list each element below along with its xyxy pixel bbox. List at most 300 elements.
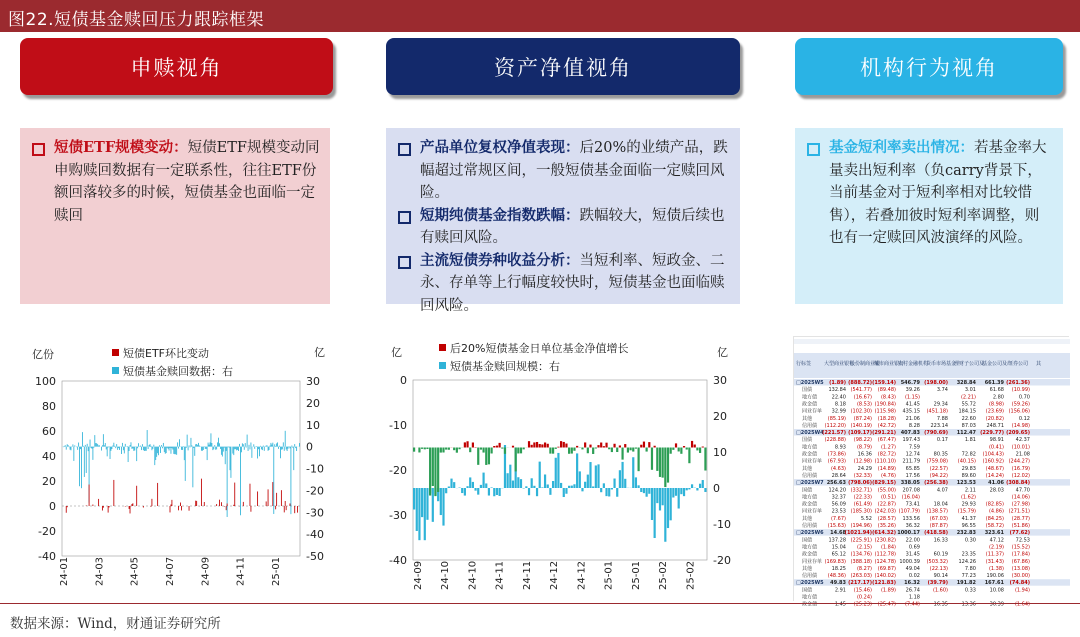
red-bar [552, 448, 554, 454]
blue-bar [88, 447, 89, 452]
table-row-label: 国债 [802, 387, 813, 394]
table-cell: (1.84) [880, 544, 896, 551]
table-cell: (42.72) [877, 422, 896, 429]
red-bar [453, 448, 455, 451]
red-bar [627, 448, 629, 453]
blue-bar [166, 447, 167, 453]
red-bar [651, 448, 653, 470]
red-bar [536, 442, 538, 448]
blue-bar [119, 447, 120, 450]
table-cell: (58.72) [985, 523, 1004, 529]
blue-bar [95, 443, 96, 447]
table-cell: 223.14 [930, 422, 948, 429]
blue-bar [691, 484, 693, 488]
blue-bar [185, 447, 186, 481]
table-row-label: 政金债 [802, 551, 818, 558]
red-bar [250, 506, 251, 512]
red-bar [584, 442, 586, 447]
title-bar [0, 0, 1080, 32]
red-bar [702, 447, 704, 448]
blue-bar [132, 447, 133, 449]
red-bar [418, 448, 420, 453]
table-cell: 16.36 [857, 451, 872, 458]
table-cell: 211.79 [902, 458, 920, 465]
blue-bar [229, 447, 230, 448]
blue-bar [587, 475, 589, 488]
blue-bar [648, 488, 650, 494]
blue-bar [237, 447, 238, 450]
legend-swatch-blue [439, 362, 446, 369]
table-cell: 28.03 [989, 487, 1004, 494]
blue-bar [219, 443, 220, 446]
blue-bar [605, 488, 607, 496]
table-cell: (23.69) [985, 408, 1004, 415]
blue-bar [179, 439, 180, 446]
blue-bar [156, 447, 157, 457]
x-tick-label: 24-10 [440, 560, 452, 590]
red-bar [434, 448, 436, 497]
blue-bar [90, 440, 91, 447]
y-left-tick: 80 [42, 400, 56, 413]
blue-bar [632, 457, 634, 488]
table-cell: (61.49) [853, 501, 872, 508]
red-bar [284, 506, 285, 512]
blue-bar [140, 446, 141, 447]
y-left-tick: -10 [389, 419, 407, 432]
blue-bar [702, 480, 704, 488]
table-cell: 65.12 [831, 551, 846, 558]
blue-bar [621, 462, 623, 488]
blue-bar [670, 488, 672, 520]
blue-bar [453, 482, 455, 488]
table-cell: (124.78) [874, 558, 896, 565]
blue-bar [113, 443, 114, 447]
blue-bar [262, 447, 263, 450]
blue-bar [293, 447, 294, 471]
red-bar [605, 443, 607, 448]
blue-bar [87, 444, 88, 447]
red-bar [549, 448, 551, 454]
blue-bar [212, 447, 213, 450]
blue-bar [210, 442, 211, 446]
blue-bar [165, 447, 166, 454]
blue-bar [125, 444, 126, 447]
blue-bar [174, 447, 175, 455]
blue-bar [205, 447, 206, 449]
table-cell: (829.15) [872, 480, 896, 487]
x-tick-label: 24-12 [576, 560, 588, 590]
red-bar [458, 448, 460, 450]
blue-bar [233, 447, 234, 455]
red-bar [89, 485, 90, 506]
red-bar [533, 442, 535, 447]
red-bar [464, 442, 466, 447]
table-cell: 0.70 [1018, 394, 1030, 401]
blue-bar [65, 445, 66, 446]
blue-bar [256, 446, 257, 447]
red-bar [688, 448, 690, 464]
table-cell: (69.87) [877, 565, 896, 572]
red-bar [544, 443, 546, 448]
table-cell: (107.79) [898, 508, 920, 515]
table-cell: 32.37 [831, 494, 846, 501]
table-cell: 30.39 [989, 601, 1004, 608]
blue-bar [560, 483, 562, 488]
table-toolbar [794, 339, 1070, 344]
blue-bar [114, 446, 115, 447]
table-cell: (8.98) [988, 401, 1004, 408]
table-cell: 29.93 [961, 501, 976, 508]
red-bar [290, 503, 291, 506]
table-row-label: 政金债 [802, 401, 818, 408]
table-row-label: 其他 [802, 515, 813, 522]
blue-bar [85, 445, 86, 447]
blue-bar [491, 487, 493, 488]
bullet-square-icon [398, 143, 411, 156]
blue-bar [76, 447, 77, 448]
blue-bar [138, 443, 139, 446]
red-bar [704, 448, 706, 471]
blue-bar [270, 443, 271, 447]
table-cell: 3.74 [936, 387, 948, 394]
table-row-label: 地方债 [802, 394, 818, 401]
table-cell: 13.36 [961, 601, 976, 608]
blue-bar [82, 432, 83, 447]
source-note: 数据来源：Wind，财通证券研究所 [10, 616, 221, 632]
right-unit-label: 亿 [314, 346, 325, 359]
table-cell: (230.82) [874, 537, 896, 544]
blue-bar [182, 447, 183, 450]
blue-bar [86, 447, 87, 473]
blue-bar [159, 445, 160, 446]
blue-bar [98, 445, 99, 446]
blue-bar [248, 447, 249, 451]
blue-bar [103, 434, 104, 446]
table-cell: 61.68 [989, 387, 1004, 394]
table-cell: 31.45 [905, 551, 920, 558]
red-bar [421, 448, 423, 449]
table-header-cell: 其 [1036, 361, 1042, 367]
table-cell: 23.53 [831, 508, 846, 515]
table-row-label: 地方债 [802, 494, 818, 501]
header-institution-view: 机构行为视角 [795, 38, 1063, 95]
blue-bar [254, 447, 255, 449]
table-cell: (110.10) [874, 458, 896, 465]
table-cell: 17.56 [905, 472, 920, 479]
blue-bar [619, 470, 621, 488]
red-bar [233, 505, 234, 506]
chart-etf-redemption [20, 338, 340, 600]
red-bar [560, 441, 562, 447]
bullet-text [829, 137, 1053, 250]
bullet-text [420, 205, 730, 250]
blue-bar [173, 447, 174, 454]
table-cell: (228.88) [824, 437, 846, 444]
bullet-square-icon [398, 256, 411, 269]
y-right-tick: 10 [713, 446, 727, 459]
blue-bar [226, 447, 227, 451]
blue-bar [142, 444, 143, 446]
table-cell: (332.71) [850, 487, 872, 494]
blue-bar [541, 487, 543, 488]
red-bar [640, 445, 642, 448]
table-cell: (98.22) [853, 437, 872, 444]
blue-bar [285, 431, 286, 447]
table-cell: (15.79) [957, 508, 976, 515]
table-cell: 26.74 [905, 587, 920, 594]
red-bar [597, 445, 599, 447]
table-cell: (11.37) [985, 551, 1004, 558]
table-row-label: 国债 [802, 487, 813, 494]
blue-bar [656, 488, 658, 503]
table-row-label: 其他 [802, 565, 813, 572]
red-bar [136, 486, 137, 506]
table-header-cell: 行标签 [796, 361, 812, 367]
table-cell: (12.98) [853, 458, 872, 465]
table-row-label: 国债 [802, 537, 813, 544]
table-cell: (888.72) [848, 380, 872, 386]
table-cell: (261.36) [1006, 380, 1030, 386]
table-row-label: 同业存单 [802, 508, 823, 515]
table-cell: (156.06) [1008, 408, 1030, 415]
table-row-label: 国债 [802, 587, 813, 594]
panel-net-asset [386, 128, 740, 314]
red-bar [440, 448, 442, 453]
red-bar [66, 506, 67, 513]
table-cell: (2.15) [856, 544, 872, 551]
red-bar [576, 446, 578, 448]
blue-bar [280, 447, 281, 459]
table-cell: 21.06 [905, 415, 920, 422]
table-cell: (121.83) [872, 580, 896, 587]
red-bar [243, 502, 244, 506]
table-cell: 3.01 [964, 387, 976, 394]
blue-bar [461, 488, 463, 493]
blue-bar [616, 488, 618, 497]
blue-bar [191, 445, 192, 446]
table-cell: 1.18 [908, 594, 920, 601]
blue-bar [163, 443, 164, 447]
table-cell: (1.15) [904, 394, 920, 401]
table-cell: 248.71 [986, 422, 1004, 429]
panel-institution [795, 128, 1063, 304]
table-cell: (112.20) [824, 422, 846, 429]
table-row-label: □2025W6 [796, 530, 824, 537]
legend-series-1: 短债ETF环比变动 [123, 347, 209, 360]
table-cell: (94.22) [929, 472, 948, 479]
blue-bar [92, 447, 93, 460]
blue-bar [94, 435, 95, 447]
table-cell: 256.63 [826, 480, 846, 487]
table-cell: (104.43) [982, 451, 1004, 458]
table-row-label: □2025W5 [796, 580, 824, 587]
red-bar [448, 448, 450, 450]
table-cell: (82.72) [877, 451, 896, 458]
blue-bar [287, 447, 288, 451]
blue-bar [271, 445, 272, 447]
red-bar [619, 445, 621, 447]
table-cell: (1021.94) [844, 530, 872, 537]
table-cell: (194.96) [850, 523, 872, 529]
blue-bar [482, 473, 484, 488]
blue-bar [549, 488, 551, 495]
blue-bar [269, 447, 270, 450]
red-bar [491, 448, 493, 454]
table-cell: (15.52) [1011, 544, 1030, 551]
blue-bar [292, 447, 293, 448]
table-cell: (209.65) [1006, 430, 1030, 437]
blue-bar [221, 447, 222, 455]
y-right-tick: -20 [713, 554, 731, 567]
blue-bar [246, 447, 247, 448]
red-bar [541, 444, 543, 447]
table-row-label: 信用债 [802, 573, 818, 580]
table-cell: 24.29 [857, 465, 872, 472]
blue-bar [181, 447, 182, 450]
blue-bar [683, 488, 685, 496]
blue-bar [70, 447, 71, 450]
table-cell: (4.63) [830, 465, 846, 472]
table-cell: (14.98) [1011, 422, 1030, 429]
bullet-item [396, 205, 730, 250]
red-bar [592, 448, 594, 454]
table-cell: 90.14 [933, 573, 948, 580]
x-tick-label: 24-10 [467, 560, 479, 590]
table-cell: (18.28) [877, 415, 896, 422]
blue-bar [198, 443, 199, 447]
red-bar [456, 448, 458, 453]
x-tick-label: 24-11 [521, 560, 533, 590]
blue-bar [137, 447, 138, 449]
legend-series-1: 后20%短债基金日单位基金净值增长 [450, 342, 629, 355]
red-bar [132, 503, 133, 506]
legend-series-2: 短债基金赎回数据：右 [123, 365, 233, 378]
blue-bar [127, 446, 128, 447]
blue-bar [81, 447, 82, 489]
table-row-label: 同业存单 [802, 558, 823, 565]
red-bar [563, 442, 565, 448]
institution-trade-table [793, 336, 1069, 608]
blue-bar [170, 447, 171, 448]
table-cell: (14.24) [985, 472, 1004, 479]
blue-bar [499, 488, 501, 496]
blue-bar [584, 482, 586, 488]
blue-bar [238, 447, 239, 451]
red-bar [499, 443, 501, 448]
table-row-label: 信用债 [802, 422, 818, 429]
blue-bar [107, 447, 108, 457]
blue-bar [192, 447, 193, 488]
blue-bar [547, 484, 549, 488]
blue-bar [130, 445, 131, 446]
red-bar [496, 446, 498, 448]
blue-bar [152, 447, 153, 449]
table-row-label: 政金债 [802, 601, 818, 608]
blue-bar [112, 447, 113, 449]
blue-bar [418, 488, 420, 540]
red-bar [266, 501, 267, 506]
blue-bar [199, 446, 200, 447]
blue-bar [277, 442, 278, 446]
table-cell: (1.62) [960, 494, 976, 501]
red-bar [629, 448, 631, 451]
red-bar [445, 448, 447, 450]
blue-bar [595, 465, 597, 488]
blue-bar [589, 462, 591, 488]
red-bar [250, 484, 251, 506]
blue-bar [167, 447, 168, 448]
blue-bar [117, 447, 118, 450]
blue-bar [263, 446, 264, 447]
blue-bar [291, 446, 292, 447]
table-cell: 191.82 [956, 580, 976, 587]
blue-bar [67, 444, 68, 446]
red-bar [181, 506, 182, 510]
red-bar [568, 448, 570, 454]
blue-bar [146, 447, 147, 451]
legend-swatch-red [112, 349, 119, 356]
bullet-item [396, 250, 730, 318]
table-cell: 41.06 [988, 480, 1004, 487]
table-cell: (82.85) [985, 501, 1004, 508]
red-bar [171, 504, 172, 506]
table-cell: (138.57) [926, 508, 948, 515]
red-bar [129, 506, 130, 509]
table-cell: 87.03 [961, 422, 976, 429]
blue-bar [276, 443, 277, 446]
table-cell: 0.12 [1018, 415, 1030, 422]
blue-bar [646, 488, 648, 497]
table-cell: (74.84) [1009, 580, 1030, 587]
bullet-item [30, 137, 320, 227]
blue-bar [624, 479, 626, 488]
table-cell: (12.02) [1011, 472, 1030, 479]
blue-bar [704, 488, 706, 492]
x-tick-label: 24-11 [494, 560, 506, 590]
blue-bar [278, 447, 279, 449]
blue-bar [247, 435, 248, 447]
table-row-label: 政金债 [802, 501, 818, 508]
table-cell: (89.48) [877, 387, 896, 394]
y-left-tick: -30 [389, 509, 407, 522]
blue-bar [576, 453, 578, 488]
table-cell: 42.37 [1015, 437, 1030, 444]
blue-bar [509, 465, 511, 488]
y-right-tick: 0 [713, 482, 720, 495]
table-cell: 5.52 [860, 515, 872, 522]
table-cell: 47.12 [989, 537, 1004, 544]
table-cell: 73.41 [905, 501, 920, 508]
blue-bar [208, 443, 209, 447]
table-cell: (388.18) [850, 558, 872, 565]
blue-bar [112, 446, 113, 447]
blue-bar [528, 488, 530, 495]
blue-bar [96, 443, 97, 446]
blue-bar [290, 447, 291, 515]
blue-bar [421, 488, 423, 517]
blue-bar [206, 447, 207, 449]
table-cell: (242.03) [874, 508, 896, 515]
blue-bar [188, 447, 189, 451]
blue-bar [696, 488, 698, 490]
red-bar [523, 448, 525, 450]
blue-bar [552, 481, 554, 488]
legend-series-2: 短债基金赎回规模：右 [450, 360, 560, 373]
red-bar [257, 491, 258, 506]
blue-bar [78, 443, 79, 447]
bullet-item [396, 137, 730, 205]
table-cell: (0.24) [856, 594, 872, 601]
